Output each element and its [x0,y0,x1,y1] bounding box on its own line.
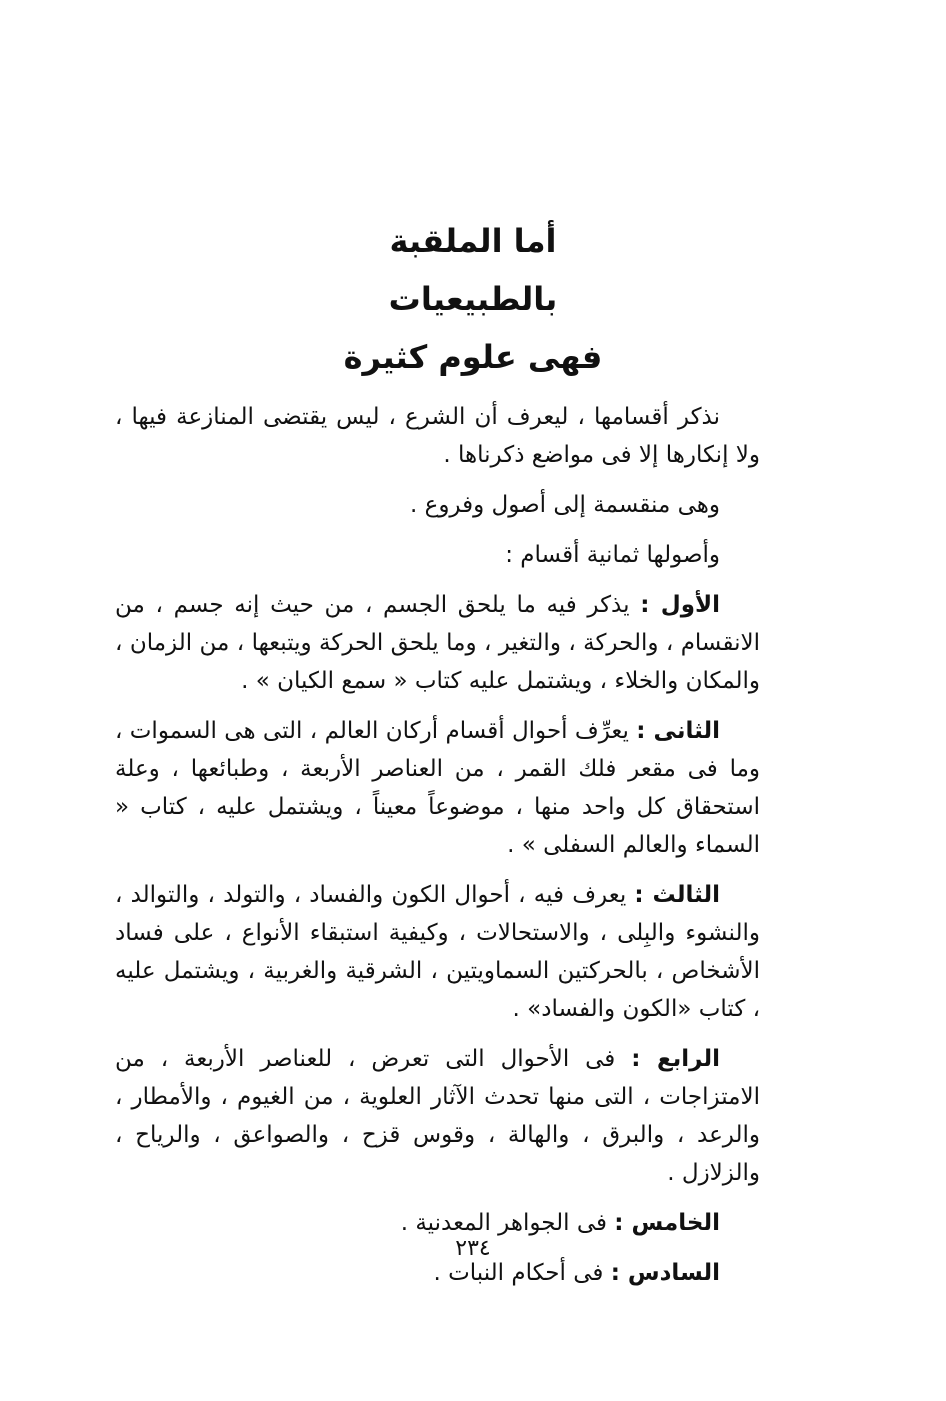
section-label: الخامس : [614,1210,720,1236]
section-text: فى الأحوال التى تعرض ، للعناصر الأربعة ، من الامتزاجات ، التى منها تحدث الآثار العلوية ، من الغيوم ، والأمطار ، والرعد ، والبرق ، والهالة ، وقوس قزح ، والصواعق ، والرياح ، والزلازل . [115,1046,760,1186]
section-paragraph-first [115,586,760,700]
heading-line-1: أما الملقبة [389,222,557,260]
section-text: فى أحكام النبات . [433,1260,604,1286]
section-paragraph-third [115,876,760,1028]
section-text: يعرف فيه ، أحوال الكون والفساد ، والتولد ، والتوالد ، والنشوء والبِلى ، والاستحالات ، وكيفية استبقاء الأنواع ، على فساد الأشخاص ، بالحركتين السماويتين ، الشرقية والغربية ، ويشتمل عليه ، كتاب «الكون والفساد» . [115,882,760,1022]
section-label: الثالث : [634,882,720,908]
section-label: السادس : [610,1260,720,1286]
division-paragraph: وهى منقسمة إلى أصول وفروع . [409,492,720,518]
section-heading [0,212,946,386]
section-label: الأول : [640,592,721,618]
section-label: الرابع : [631,1046,721,1072]
intro-paragraph: نذكر أقسامها ، ليعرف أن الشرع ، ليس يقتضى المنازعة فيها ، ولا إنكارها إلا فى مواضع ذكرناها . [115,404,760,468]
section-text: يذكر فيه ما يلحق الجسم ، من حيث إنه جسم ، من الانقسام ، والحركة ، والتغير ، وما يلحق الحركة ويتبعها ، من الزمان ، والمكان والخلاء ، ويشتمل عليه كتاب « سمع الكيان » . [115,592,760,694]
page-number: ٢٣٤ [455,1236,491,1261]
heading-line-3: فهى علوم كثيرة [343,338,603,376]
section-text: فى الجواهر المعدنية . [400,1210,607,1236]
section-paragraph-fourth [115,1040,760,1192]
heading-line-2: بالطبيعيات [388,280,558,318]
section-label: الثانى : [636,718,720,744]
section-text: يعرِّف أحوال أقسام أركان العالم ، التى هى السموات ، وما فى مقعر فلك القمر ، من العناصر الأربعة ، وطبائعها ، وعلة استحقاق كل واحد منها ، موضوعاً معيناً ، ويشتمل عليه ، كتاب « السماء والعالم السفلى » . [115,718,760,858]
body-text [115,398,760,1304]
roots-count-paragraph: وأصولها ثمانية أقسام : [505,542,720,568]
section-paragraph-second [115,712,760,864]
